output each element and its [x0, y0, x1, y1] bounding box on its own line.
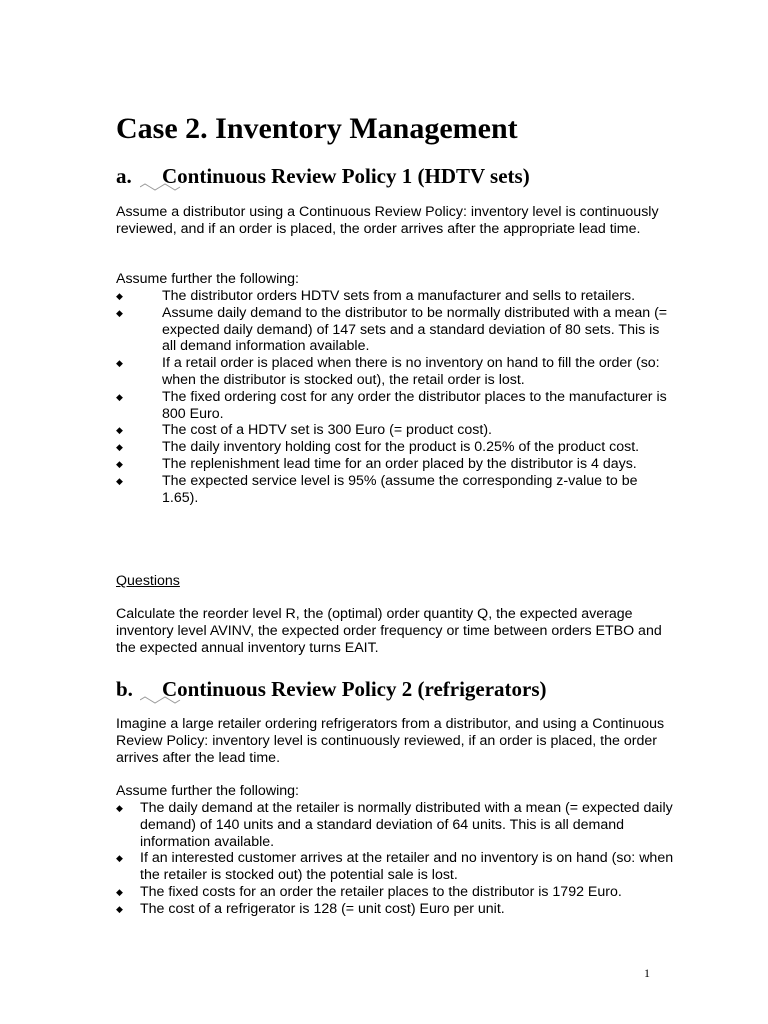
section-a-title: Continuous Review Policy 1 (HDTV sets) [162, 164, 530, 188]
list-item: ◆ The expected service level is 95% (assume the corresponding z-value to be 1.65). [116, 472, 638, 506]
page-number: 1 [644, 966, 650, 980]
spellcheck-squiggle-icon [140, 183, 270, 191]
section-b-letter: b. [116, 677, 133, 701]
list-item: ◆ The fixed costs for an order the retailer places to the distributor is 1792 Euro. [116, 883, 622, 900]
bullet-diamond-icon: ◆ [116, 458, 123, 469]
bullet-diamond-icon: ◆ [116, 475, 123, 486]
list-item: ◆ The cost of a refrigerator is 128 (= unit cost) Euro per unit. [116, 900, 505, 917]
list-item: ◆ The cost of a HDTV set is 300 Euro (= product cost). [116, 422, 492, 439]
section-b-heading [116, 676, 547, 702]
bullet-diamond-icon: ◆ [116, 886, 123, 897]
section-a-intro: Assume a distributor using a Continuous Review Policy: inventory level is continuously reviewed, and if an order is placed, the order arrives after the appropriate lead time. [116, 204, 659, 237]
list-item: ◆ If an interested customer arrives at the retailer and no inventory is on hand (so: when the retailer is stocked out) the potential sale is lost. [116, 850, 674, 884]
section-a-bullet-list [116, 288, 676, 506]
list-item: ◆ The daily demand at the retailer is normally distributed with a mean (= expected daily demand) of 140 units and a standard deviation of 64 units. This is all demand information available. [116, 800, 673, 850]
bullet-diamond-icon: ◆ [116, 425, 123, 436]
spellcheck-squiggle-icon [140, 696, 270, 704]
section-b-assume-lead: Assume further the following: [116, 783, 299, 799]
bullet-diamond-icon: ◆ [116, 803, 123, 813]
page-title: Case 2. Inventory Management [116, 112, 518, 145]
bullet-diamond-icon: ◆ [116, 358, 123, 369]
section-b-bullet-list [116, 800, 676, 918]
list-item: ◆ If a retail order is placed when there is no inventory on hand to fill the order (so: when the distributor is stocked out), the retail order is lost. [116, 355, 660, 388]
list-item: ◆ The distributor orders HDTV sets from a manufacturer and sells to retailers. [116, 288, 636, 304]
list-item: ◆ The fixed ordering cost for any order the distributor places to the manufacturer is 800 Euro. [116, 388, 667, 422]
section-a-assume-lead: Assume further the following: [116, 271, 299, 287]
bullet-diamond-icon: ◆ [116, 442, 123, 453]
section-a-questions-label: Questions [116, 573, 180, 589]
section-a-letter: a. [116, 164, 132, 188]
list-item: ◆ Assume daily demand to the distributor to be normally distributed with a mean (= expected daily demand) of 147 sets and a standard deviation of 80 sets. This is all demand information available. [116, 304, 668, 355]
bullet-diamond-icon: ◆ [116, 307, 123, 318]
section-b-intro: Imagine a large retailer ordering refrigerators from a distributor, and using a Continuous Review Policy: inventory level is continuously reviewed, if an order is placed, the order arrives after the lead time. [116, 716, 665, 766]
bullet-diamond-icon: ◆ [116, 391, 123, 402]
bullet-diamond-icon: ◆ [116, 291, 123, 301]
section-b-title: Continuous Review Policy 2 (refrigerators) [162, 677, 547, 701]
list-item: ◆ The replenishment lead time for an order placed by the distributor is 4 days. [116, 455, 637, 472]
list-item: ◆ The daily inventory holding cost for the product is 0.25% of the product cost. [116, 439, 640, 456]
section-a-questions-text: Calculate the reorder level R, the (optimal) order quantity Q, the expected average inventory level AVINV, the expected order frequency or time between orders ETBO and the expected annual inventory turns EAIT. [116, 606, 662, 656]
bullet-diamond-icon: ◆ [116, 853, 123, 864]
bullet-diamond-icon: ◆ [116, 903, 123, 914]
section-a-heading [116, 163, 530, 189]
